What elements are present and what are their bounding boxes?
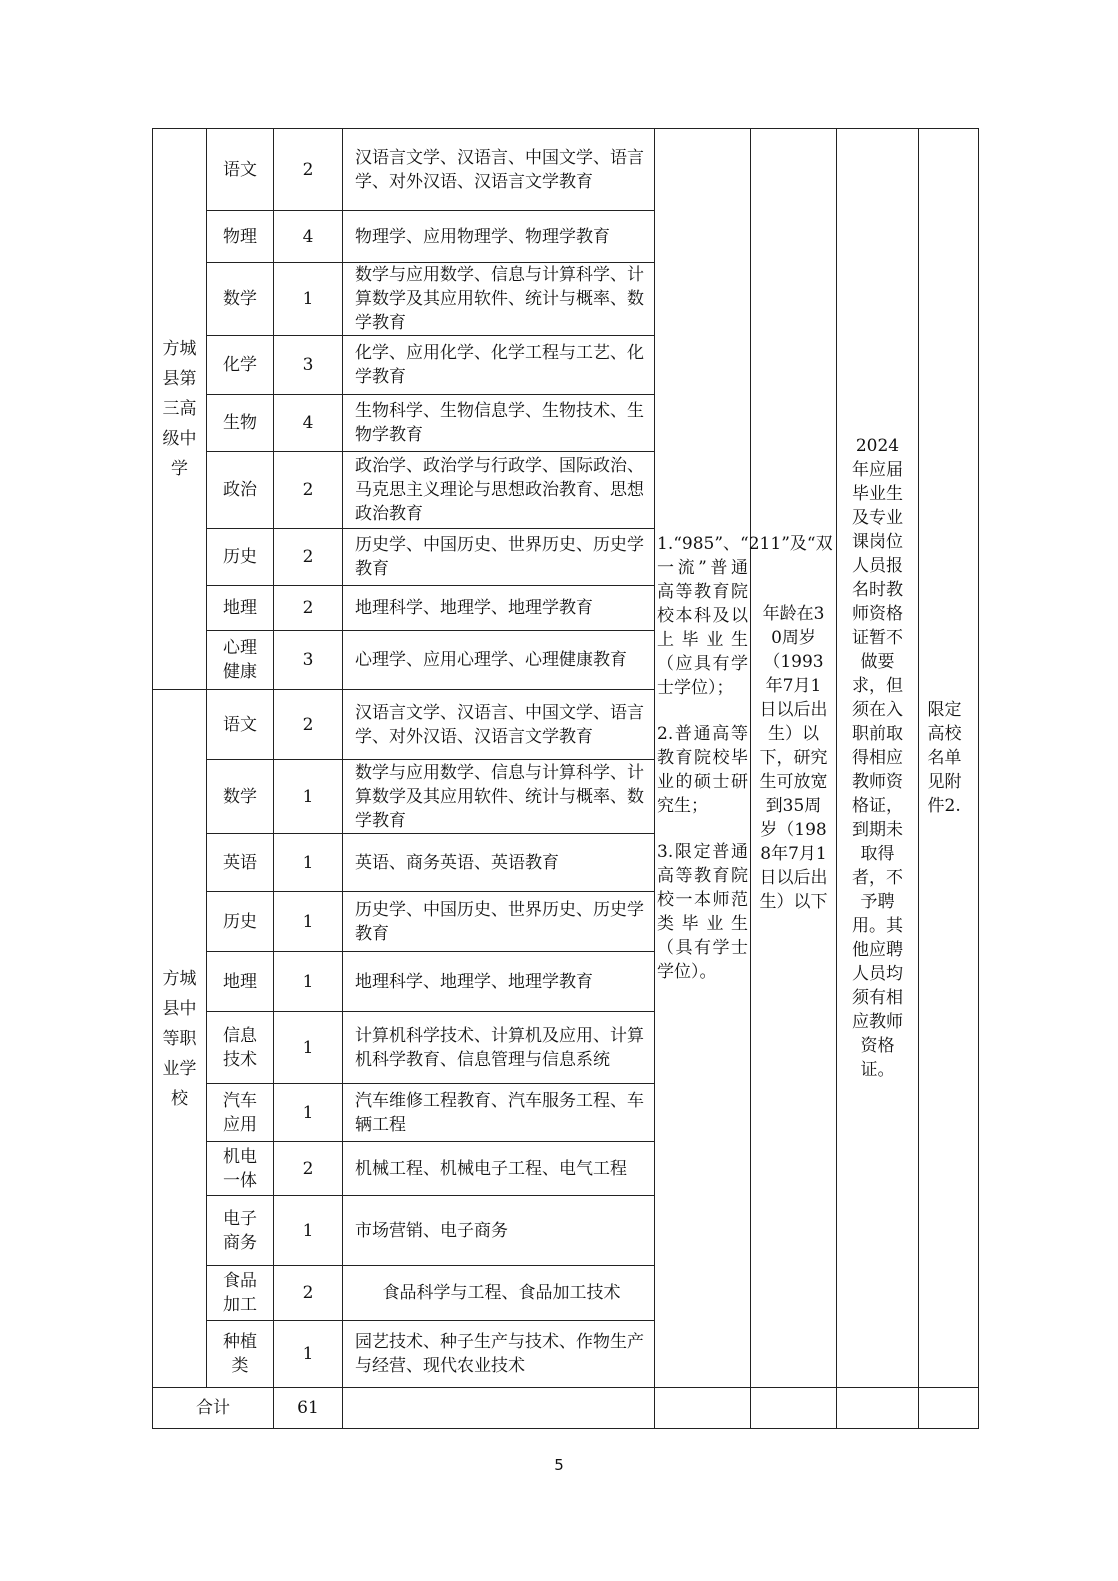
majors-cell: 汽车维修工程教育、汽车服务工程、车辆工程 xyxy=(343,1084,655,1142)
empty-cell xyxy=(837,1388,919,1429)
school-name-cell xyxy=(153,690,207,1388)
subject-cell xyxy=(207,1142,274,1196)
subject-cell xyxy=(207,1196,274,1266)
majors-cell: 园艺技术、种子生产与技术、作物生产与经营、现代农业技术 xyxy=(343,1321,655,1388)
empty-cell xyxy=(751,1388,837,1429)
note-cell xyxy=(919,129,979,1388)
subject-cell xyxy=(207,1266,274,1321)
subject-cell xyxy=(207,1084,274,1142)
school-name: 方城县中等职业学校 xyxy=(162,968,197,1109)
subject-cell: 语文 xyxy=(207,690,274,760)
education-requirement-2: 2.普通高等教育院校毕业的硕士研究生； xyxy=(657,724,748,816)
empty-cell xyxy=(343,1388,655,1429)
age-requirement: 年龄在30周岁（1993年7月1日以后出生）以下，研究生可放宽到35周岁（1988年7月1日以后出生）以下 xyxy=(759,604,828,912)
count-cell: 1 xyxy=(274,892,343,952)
majors-cell: 市场营销、电子商务 xyxy=(343,1196,655,1266)
empty-cell xyxy=(655,1388,751,1429)
subject-cell: 政治 xyxy=(207,452,274,529)
majors-cell: 数学与应用数学、信息与计算科学、计算数学及其应用软件、统计与概率、数学教育 xyxy=(343,263,655,336)
certificate-requirement-cell xyxy=(837,129,919,1388)
subject-text: 电子商务 xyxy=(223,1208,257,1253)
subject-text: 食品加工 xyxy=(223,1271,257,1315)
count-cell: 4 xyxy=(274,395,343,452)
count-cell: 1 xyxy=(274,263,343,336)
majors-cell: 计算机科学技术、计算机及应用、计算机科学教育、信息管理与信息系统 xyxy=(343,1012,655,1084)
page-number: 5 xyxy=(554,1456,564,1474)
school-name: 方城县第三高级中学 xyxy=(162,339,197,479)
subject-cell: 历史 xyxy=(207,892,274,952)
majors-cell: 心理学、应用心理学、心理健康教育 xyxy=(343,631,655,690)
recruitment-table xyxy=(152,128,979,1429)
majors-cell: 地理科学、地理学、地理学教育 xyxy=(343,952,655,1012)
note-text: 限定高校名单见附件2. xyxy=(927,700,962,816)
count-cell: 1 xyxy=(274,834,343,892)
age-requirement-cell xyxy=(751,129,837,1388)
subject-cell: 数学 xyxy=(207,760,274,834)
count-cell: 2 xyxy=(274,586,343,631)
count-cell: 2 xyxy=(274,129,343,211)
count-cell: 1 xyxy=(274,1321,343,1388)
count-cell: 2 xyxy=(274,690,343,760)
table-row xyxy=(153,129,979,211)
majors-cell: 机械工程、机械电子工程、电气工程 xyxy=(343,1142,655,1196)
education-requirement-1: 1.“985”、“211”及“双一流”普通高等教育院校本科及以上毕业生（应具有学士学位）； xyxy=(657,534,833,698)
subject-cell: 地理 xyxy=(207,586,274,631)
subject-text: 种植类 xyxy=(223,1332,257,1376)
count-cell: 3 xyxy=(274,631,343,690)
majors-cell: 化学、应用化学、化学工程与工艺、化学教育 xyxy=(343,336,655,395)
majors-cell: 生物科学、生物信息学、生物技术、生物学教育 xyxy=(343,395,655,452)
subject-cell: 数学 xyxy=(207,263,274,336)
total-row xyxy=(153,1388,979,1429)
count-cell: 1 xyxy=(274,1084,343,1142)
subject-text: 汽车应用 xyxy=(223,1090,257,1135)
subject-cell xyxy=(207,1321,274,1388)
count-cell: 2 xyxy=(274,1266,343,1321)
subject-text: 心理健康 xyxy=(223,638,257,682)
majors-cell: 历史学、中国历史、世界历史、历史学教育 xyxy=(343,529,655,586)
school-name-cell xyxy=(153,129,207,690)
subject-cell: 地理 xyxy=(207,952,274,1012)
total-label: 合计 xyxy=(153,1388,274,1429)
subject-cell: 物理 xyxy=(207,211,274,263)
subject-text: 机电一体 xyxy=(223,1146,257,1191)
subject-cell xyxy=(207,631,274,690)
majors-cell: 汉语言文学、汉语言、中国文学、语言学、对外汉语、汉语言文学教育 xyxy=(343,129,655,211)
count-cell: 2 xyxy=(274,529,343,586)
education-requirement-3: 3.限定普通高等教育院校一本师范类毕业生（具有学士学位）。 xyxy=(657,842,748,982)
certificate-requirement: 2024年应届毕业生及专业课岗位人员报名时教师资格证暂不做要求，但须在入职前取得相应教师资格证，到期未取得者，不予聘用。其他应聘人员均须有相应教师资格证。 xyxy=(852,436,903,1080)
total-count: 61 xyxy=(274,1388,343,1429)
subject-text: 信息技术 xyxy=(223,1025,257,1070)
majors-cell: 食品科学与工程、食品加工技术 xyxy=(343,1266,655,1321)
count-cell: 1 xyxy=(274,1196,343,1266)
subject-cell: 语文 xyxy=(207,129,274,211)
majors-cell: 物理学、应用物理学、物理学教育 xyxy=(343,211,655,263)
count-cell: 1 xyxy=(274,760,343,834)
count-cell: 1 xyxy=(274,1012,343,1084)
count-cell: 1 xyxy=(274,952,343,1012)
majors-cell: 地理科学、地理学、地理学教育 xyxy=(343,586,655,631)
majors-cell: 历史学、中国历史、世界历史、历史学教育 xyxy=(343,892,655,952)
majors-cell: 汉语言文学、汉语言、中国文学、语言学、对外汉语、汉语言文学教育 xyxy=(343,690,655,760)
subject-cell: 生物 xyxy=(207,395,274,452)
count-cell: 2 xyxy=(274,452,343,529)
subject-cell xyxy=(207,1012,274,1084)
subject-cell: 英语 xyxy=(207,834,274,892)
empty-cell xyxy=(919,1388,979,1429)
count-cell: 3 xyxy=(274,336,343,395)
majors-cell: 数学与应用数学、信息与计算科学、计算数学及其应用软件、统计与概率、数学教育 xyxy=(343,760,655,834)
majors-cell: 英语、商务英语、英语教育 xyxy=(343,834,655,892)
subject-cell: 历史 xyxy=(207,529,274,586)
count-cell: 2 xyxy=(274,1142,343,1196)
subject-cell: 化学 xyxy=(207,336,274,395)
count-cell: 4 xyxy=(274,211,343,263)
majors-cell: 政治学、政治学与行政学、国际政治、马克思主义理论与思想政治教育、思想政治教育 xyxy=(343,452,655,529)
